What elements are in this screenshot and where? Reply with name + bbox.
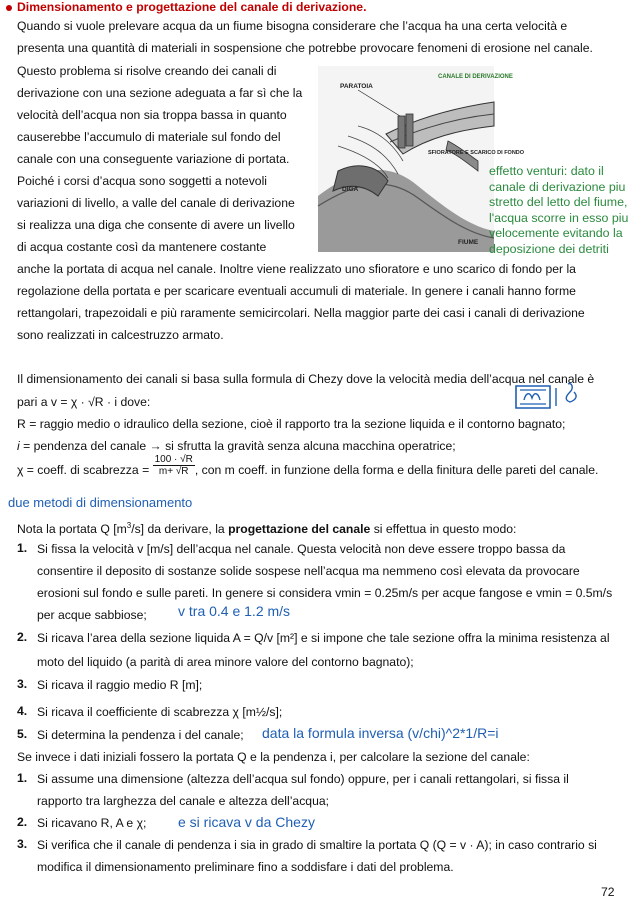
m1-intro-b: /s] da derivare, la (131, 522, 229, 536)
handwritten-inverse-formula: data la formula inversa (v/chi)^2*1/R=i (262, 725, 499, 741)
m1-step1-line: consentire il deposito di sostanze solide sospese nell’acqua ma nemmeno così elevata da provocare (37, 564, 580, 578)
m1-step1-line: Si fissa la velocità v [m/s] dell’acqua nel canale. Questa velocità non deve essere troppo bassa da (37, 542, 566, 556)
i-symbol: i (17, 439, 20, 453)
para2-line: canale con una conseguente variazione di portata. (17, 152, 290, 166)
chezy-R-def: R = raggio medio o idraulico della sezione, cioè il rapporto tra la sezione liquida e il contorno bagnato; (17, 417, 566, 431)
heading-bullet (6, 5, 12, 11)
para2-line: causerebbe l’accumulo di materiale sul fondo del (17, 130, 281, 144)
m2-step1-line: rapporto tra larghezza del canale e altezza dell’acqua; (37, 794, 330, 808)
label-canale: CANALE DI DERIVAZIONE (438, 74, 513, 80)
para2-line: rettangolari, trapezoidali e più raramente semicircolari. Nella maggior parte dei casi i canali di derivazione (17, 306, 585, 320)
chi-denominator: m+ √R (158, 466, 189, 478)
para1-line2: presenta una quantità di materiali in sospensione che potrebbe provocare fenomeni di erosione nel canale. (17, 41, 593, 55)
m1-step4-line: Si ricava il coefficiente di scabrezza χ [m½/s]; (37, 705, 283, 719)
label-sfioratore: SFIORATORE E SCARICO DI FONDO (428, 150, 525, 156)
m1-step1-line: per acque sabbiose; (37, 608, 147, 622)
chezy-line2: pari a v = χ · √R · i dove: (17, 395, 151, 409)
para2-line: derivazione con una sezione adeguata a far sì che la (17, 86, 303, 100)
m1-intro-a: Nota la portata Q [m (17, 522, 127, 536)
canal-diagram (318, 66, 525, 252)
m1-intro-sup: 3 (126, 521, 132, 530)
para2-line: velocità dell’acqua non sia troppa bassa in quanto (17, 108, 287, 122)
venturi-line: deposizione dei detriti (489, 241, 609, 256)
page-number: 72 (601, 885, 615, 899)
step-number: 2. (17, 815, 28, 829)
para2-line: Questo problema si risolve creando dei canali di (17, 64, 277, 78)
m2-step3-line: modifica il dimensionamento preliminare fino a soddisfare i dati del problema. (37, 860, 454, 874)
step-number: 2. (17, 630, 28, 644)
m1-intro-c: si effettua in questo modo: (370, 522, 517, 536)
para2-line: Poiché i corsi d’acqua sono soggetti a notevoli (17, 174, 267, 188)
venturi-line: canale di derivazione piu (489, 179, 626, 194)
venturi-line: velocemente evitando la (489, 226, 623, 240)
para2-line: anche la portata di acqua nel canale. Inoltre viene realizzato uno sfioratore e uno scarico di fondo per la (17, 262, 576, 276)
venturi-line: stretto del letto del fiume, (489, 195, 628, 209)
m1-step3-line: Si ricava il raggio medio R [m]; (37, 678, 203, 692)
para2-line: sono realizzati in calcestruzzo armato. (17, 328, 224, 342)
i-text1: = pendenza del canale (19, 439, 147, 453)
chi-numerator: 100 · √R (154, 454, 193, 466)
para2-line: regolazione della portata e per scaricare eventuali accumuli di materiale. In genere i canali hanno forme (17, 284, 576, 298)
handwritten-chezy-note: e si ricava v da Chezy (178, 814, 315, 830)
m2-step3-line: Si verifica che il canale di pendenza i sia in grado di smaltire la portata Q (Q = v · A); in caso contrario si (37, 838, 597, 852)
handwritten-box-mark (512, 378, 602, 414)
label-fiume: FIUME (458, 239, 479, 246)
step-number: 3. (17, 837, 28, 851)
m2-step2-line: Si ricavano R, A e χ; (37, 816, 147, 830)
chezy-i-def (17, 438, 456, 454)
m1-step2-line: Si ricava l’area della sezione liquida A = Q/v [m²] e si impone che tale sezione offra la minima resistenza al (37, 631, 610, 645)
m1-intro-bold: progettazione del canale (228, 522, 371, 536)
para1-line1: Quando si vuole prelevare acqua da un fiume bisogna considerare che l’acqua ha una certa velocità e (17, 19, 568, 33)
m1-step5-line: Si determina la pendenza i del canale; (37, 728, 244, 742)
step-number: 5. (17, 727, 28, 741)
handwritten-two-methods: due metodi di dimensionamento (8, 495, 193, 510)
m2-step1-line: Si assume una dimensione (altezza dell’acqua sul fondo) oppure, per i canali rettangolari, si fissa il (37, 772, 569, 786)
label-diga: DIGA (342, 186, 359, 193)
venturi-line: effetto venturi: dato il (489, 164, 604, 178)
m1-step1-line: erosioni sul fondo e sulle pareti. In genere si considera vmin = 0.25m/s per acque fangose e vmin = 0.5m/s (37, 586, 613, 600)
handwritten-speed: v tra 0.4 e 1.2 m/s (178, 603, 291, 619)
step-number: 1. (17, 771, 28, 785)
arrow-icon: → (149, 439, 162, 453)
chi-fraction (153, 454, 195, 477)
method1-intro (17, 518, 516, 537)
para2-line: di acqua costante così da mantenere costante (17, 240, 267, 254)
label-paratoia: PARATOIA (340, 83, 373, 90)
venturi-line: l'acqua scorre in esso piu (489, 210, 629, 225)
step-number: 4. (17, 704, 28, 718)
chi-text1: χ = coeff. di scabrezza = (17, 463, 150, 477)
i-text2: si sfrutta la gravità senza alcuna macchina operatrice; (161, 439, 456, 453)
chi-text2: , con m coeff. in funzione della forma e della finitura delle pareti del canale. (194, 463, 599, 477)
step-number: 1. (17, 541, 28, 555)
chezy-line1: Il dimensionamento dei canali si basa sulla formula di Chezy dove la velocità media dell’acqua nel canale è (17, 372, 595, 386)
m1-step2-line: moto del liquido (a parità di area minore valore del contorno bagnato); (37, 655, 414, 669)
section-heading: Dimensionamento e progettazione del canale di derivazione. (17, 0, 367, 14)
step-number: 3. (17, 677, 28, 691)
para2-line: variazioni di livello, a valle del canale di derivazione (17, 196, 295, 210)
para2-line: si realizza una diga che consente di avere un livello (17, 218, 295, 232)
method2-intro: Se invece i dati iniziali fossero la portata Q e la pendenza i, per calcolare la sezione del canale: (17, 750, 530, 764)
handwritten-note-venturi (489, 164, 628, 257)
